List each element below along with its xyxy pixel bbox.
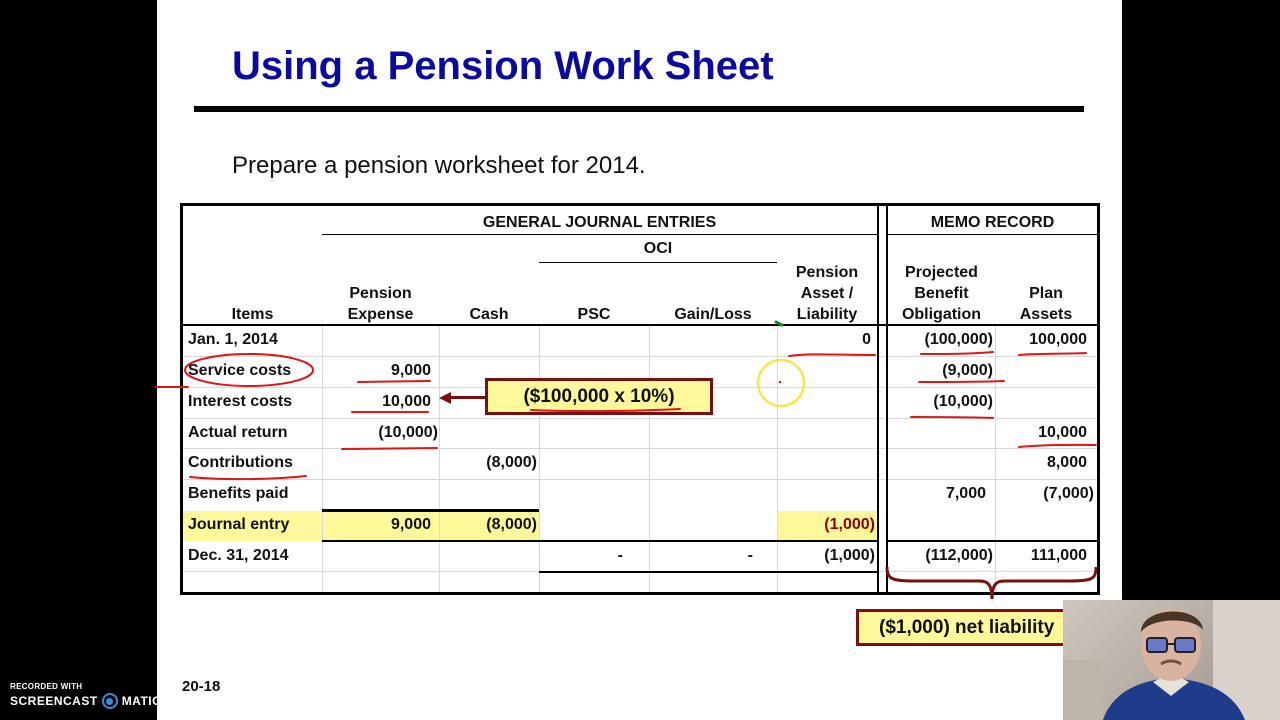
cell-pbo: (100,000) bbox=[924, 331, 993, 348]
row-label-actual-return: Actual return bbox=[188, 424, 288, 441]
cell-pbo: (9,000) bbox=[942, 362, 993, 379]
cell-cash: (8,000) bbox=[486, 454, 537, 471]
cell-pension-asset-liability: 0 bbox=[862, 331, 871, 348]
cell-pension-asset-liability: (1,000) bbox=[824, 516, 875, 533]
row-label-service-costs: Service costs bbox=[188, 362, 292, 379]
cell-pension-expense: 10,000 bbox=[382, 393, 431, 410]
presenter-webcam bbox=[1063, 600, 1280, 720]
cell-cash: (8,000) bbox=[486, 516, 537, 533]
header-general-journal-entries: GENERAL JOURNAL ENTRIES bbox=[482, 214, 717, 231]
cell-gain-loss: - bbox=[747, 547, 753, 564]
cell-plan-assets: 8,000 bbox=[1046, 454, 1087, 471]
column-header-items: Items bbox=[231, 306, 274, 323]
cell-pension-expense: 9,000 bbox=[390, 362, 431, 379]
slide-subtitle: Prepare a pension worksheet for 2014. bbox=[232, 152, 646, 179]
watermark-brand-right: MATIC bbox=[121, 694, 162, 708]
cell-pbo: 7,000 bbox=[945, 485, 986, 502]
row-label-interest-costs: Interest costs bbox=[188, 393, 293, 410]
row-label-contributions: Contributions bbox=[188, 454, 293, 471]
header-memo-record: MEMO RECORD bbox=[930, 214, 1055, 231]
cell-plan-assets: 100,000 bbox=[1029, 331, 1087, 348]
watermark-brand-left: SCREENCAST bbox=[10, 694, 98, 708]
row-label-benefits-paid: Benefits paid bbox=[188, 485, 289, 502]
slide-number: 20-18 bbox=[182, 678, 221, 695]
watermark-recorded-with: RECORDED WITH bbox=[10, 682, 83, 691]
row-label-dec-31: Dec. 31, 2014 bbox=[188, 547, 289, 564]
callout-arrow-line bbox=[449, 396, 487, 399]
record-icon bbox=[102, 693, 118, 709]
cell-pension-expense: (10,000) bbox=[378, 424, 438, 441]
cell-plan-assets: 10,000 bbox=[1038, 424, 1087, 441]
title-divider bbox=[194, 106, 1084, 112]
cell-psc: - bbox=[617, 547, 623, 564]
row-label-journal-entry: Journal entry bbox=[188, 516, 290, 533]
presentation-slide bbox=[157, 0, 1122, 720]
slide-title: Using a Pension Work Sheet bbox=[232, 44, 774, 88]
column-header-plan-assets: Plan Assets bbox=[1019, 285, 1073, 323]
cell-pension-expense: 9,000 bbox=[390, 516, 431, 533]
interest-calculation-callout: ($100,000 x 10%) bbox=[485, 378, 713, 415]
row-label-jan-1: Jan. 1, 2014 bbox=[188, 331, 278, 348]
column-header-cash: Cash bbox=[469, 306, 509, 323]
column-header-pbo: Projected Benefit Obligation bbox=[901, 264, 982, 323]
cell-pbo: (112,000) bbox=[925, 547, 993, 564]
column-header-pension-expense: Pension Expense bbox=[347, 285, 414, 323]
cell-pbo: (10,000) bbox=[933, 393, 993, 410]
cell-plan-assets: 111,000 bbox=[1030, 547, 1087, 564]
column-header-psc: PSC bbox=[577, 306, 611, 323]
column-header-gain-loss: Gain/Loss bbox=[674, 306, 752, 323]
screencast-watermark bbox=[10, 682, 161, 709]
cell-plan-assets: (7,000) bbox=[1043, 485, 1094, 502]
column-header-pension-asset-liability: Pension Asset / Liability bbox=[795, 264, 859, 323]
header-oci: OCI bbox=[643, 240, 673, 257]
cell-pension-asset-liability: (1,000) bbox=[824, 547, 875, 564]
net-liability-callout: ($1,000) net liability bbox=[856, 609, 1086, 646]
